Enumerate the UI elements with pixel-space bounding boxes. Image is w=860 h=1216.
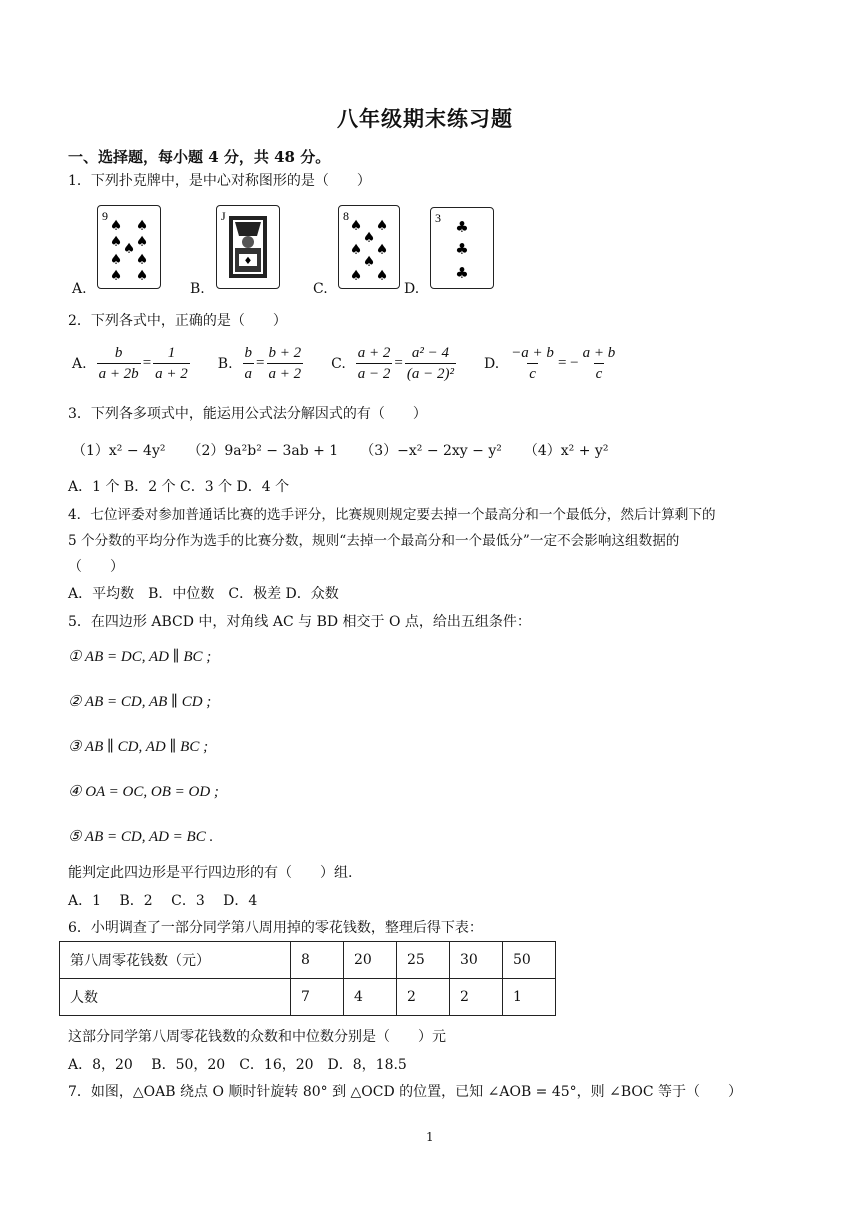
svg-text:♠: ♠: [135, 268, 149, 284]
svg-text:♠: ♠: [362, 254, 376, 270]
eight-of-spades-icon: [339, 206, 399, 288]
equals-sign: = −: [557, 355, 579, 371]
denominator: a + 2: [153, 363, 190, 384]
question-1-stem: 1．下列扑克牌中，是中心对称图形的是（ ）: [68, 173, 371, 189]
numerator: a + 2: [357, 345, 391, 361]
q5-condition-2: ② AB = CD, AB ∥ CD ;: [68, 694, 212, 710]
question-6-stem: 6．小明调查了一部分同学第八周用掉的零花钱数，整理后得下表：: [68, 920, 483, 936]
numerator: a + b: [582, 345, 616, 361]
q2-b-left-fraction: [243, 343, 255, 384]
q1-option-d-label: D.: [404, 281, 420, 297]
q6-table-wrapper: [59, 941, 556, 1016]
q3-items: [72, 442, 608, 460]
playing-card-nine-spades: [97, 205, 161, 289]
card-rank: 8: [343, 209, 349, 223]
q3-item-3: （3）−x² − 2xy − y²: [360, 443, 502, 459]
table-cell: 20: [344, 942, 397, 979]
card-rank: 3: [435, 211, 441, 225]
denominator: a − 2: [356, 363, 393, 384]
table-cell: 2: [397, 979, 450, 1016]
numerator: b: [244, 345, 253, 361]
svg-text:♠: ♠: [375, 218, 389, 234]
table-cell: 4: [344, 979, 397, 1016]
q2-d-right-fraction: [581, 343, 618, 384]
question-4-line-2: 5 个分数的平均分作为选手的比赛分数，规则“去掉一个最高分和一个最低分”一定不会影响这组数据的: [68, 533, 680, 549]
denominator: c: [527, 363, 538, 384]
table-cell: 50: [503, 942, 556, 979]
q5-condition-5: ⑤ AB = CD, AD = BC .: [68, 829, 214, 845]
q2-b-right-fraction: [267, 343, 304, 384]
nine-of-spades-icon: [98, 206, 160, 288]
playing-card-eight-spades: [338, 205, 400, 289]
q2-option-d-label: D.: [484, 355, 500, 372]
question-2-stem: 2．下列各式中，正确的是（ ）: [68, 313, 287, 329]
table-row: [60, 942, 556, 979]
svg-text:♠: ♠: [109, 268, 123, 284]
question-5-stem: 5．在四边形 ABCD 中，对角线 AC 与 BD 相交于 O 点，给出五组条件：: [68, 614, 531, 630]
equals-sign: =: [394, 355, 403, 371]
q6-data-table: [59, 941, 556, 1016]
q2-a-left-fraction: [97, 343, 141, 384]
playing-card-three-clubs: [430, 207, 494, 289]
denominator: a: [243, 363, 255, 384]
numerator: b: [114, 345, 123, 361]
denominator: a + 2: [267, 363, 304, 384]
q1-option-c-label: C.: [313, 281, 328, 297]
question-4-line-3: （ ）: [68, 559, 124, 575]
q1-option-a-label: A.: [72, 281, 87, 297]
svg-text:♣: ♣: [455, 264, 469, 282]
equals-sign: =: [142, 355, 152, 371]
denominator: a + 2b: [97, 363, 141, 384]
q2-c-left-fraction: [356, 343, 393, 384]
q3-item-1: （1）x² − 4y²: [72, 443, 166, 459]
q5-question: 能判定此四边形是平行四边形的有（ ）组.: [68, 865, 353, 881]
svg-text:♠: ♠: [349, 268, 363, 284]
svg-text:♠: ♠: [109, 218, 123, 234]
q2-option-c-label: C.: [331, 355, 346, 372]
svg-text:♣: ♣: [455, 240, 469, 258]
question-7-stem: 7．如图，△OAB 绕点 O 顺时针旋转 80° 到 △OCD 的位置，已知 ∠AOB = 45°，则 ∠BOC 等于（ ）: [68, 1084, 743, 1100]
q6-options: A．8，20 B．50，20 C．16，20 D．8，18.5: [68, 1057, 407, 1073]
q5-condition-1: ① AB = DC, AD ∥ BC ;: [68, 649, 212, 665]
svg-text:♠: ♠: [109, 234, 123, 250]
equals-sign: =: [256, 355, 265, 371]
numerator: −a + b: [511, 345, 554, 361]
svg-text:♠: ♠: [135, 252, 149, 268]
q3-item-2: （2）9a²b² − 3ab + 1: [187, 443, 339, 459]
q5-options: A．1 B．2 C．3 D．4: [68, 893, 258, 909]
section-header: 一、选择题，每小题 4 分，共 48 分。: [68, 148, 331, 166]
table-cell: 30: [450, 942, 503, 979]
table-cell: 第八周零花钱数（元）: [60, 942, 291, 979]
q5-condition-3: ③ AB ∥ CD, AD ∥ BC ;: [68, 739, 209, 755]
question-4-line-1: 4．七位评委对参加普通话比赛的选手评分，比赛规则规定要去掉一个最高分和一个最低分，然后计算剩下的: [68, 507, 716, 523]
denominator: c: [594, 363, 605, 384]
svg-text:♠: ♠: [375, 242, 389, 258]
q2-a-right-fraction: [153, 343, 190, 384]
table-cell: 人数: [60, 979, 291, 1016]
table-cell: 2: [450, 979, 503, 1016]
table-cell: 7: [291, 979, 344, 1016]
table-cell: 8: [291, 942, 344, 979]
q3-options: A．1 个 B．2 个 C．3 个 D．4 个: [68, 479, 290, 495]
q3-item-4: （4）x² + y²: [523, 443, 609, 459]
q4-options: A．平均数 B．中位数 C．极差 D．众数: [68, 586, 339, 602]
q2-c-right-fraction: [405, 343, 456, 384]
card-rank: 9: [102, 209, 108, 223]
q5-condition-4: ④ OA = OC, OB = OD ;: [68, 784, 219, 800]
svg-text:♣: ♣: [455, 218, 469, 236]
q1-option-b-label: B.: [190, 281, 205, 297]
svg-text:♠: ♠: [135, 234, 149, 250]
q2-d-left-fraction: [509, 343, 556, 384]
q2-option-b-label: B.: [217, 355, 233, 372]
svg-text:♦: ♦: [243, 256, 253, 267]
svg-text:♠: ♠: [122, 241, 136, 257]
svg-text:♠: ♠: [349, 242, 363, 258]
table-cell: 1: [503, 979, 556, 1016]
card-rank: J: [221, 209, 226, 223]
three-of-clubs-icon: [431, 208, 493, 288]
svg-text:♠: ♠: [109, 252, 123, 268]
svg-text:♠: ♠: [349, 218, 363, 234]
q6-question: 这部分同学第八周零花钱数的众数和中位数分别是（ ）元: [68, 1029, 446, 1045]
svg-text:♠: ♠: [135, 218, 149, 234]
playing-card-jack: [216, 205, 280, 289]
svg-text:♠: ♠: [375, 268, 389, 284]
numerator: b + 2: [268, 345, 302, 361]
page-title: 八年级期末练习题: [337, 106, 513, 131]
question-3-stem: 3．下列各多项式中，能运用公式法分解因式的有（ ）: [68, 406, 427, 422]
q2-option-a-label: A.: [72, 355, 87, 372]
denominator: (a − 2)²: [405, 363, 456, 384]
page-number: 1: [426, 1130, 434, 1144]
svg-text:♠: ♠: [362, 230, 376, 246]
q2-options: [72, 343, 619, 384]
table-row: [60, 979, 556, 1016]
jack-card-icon: [217, 206, 279, 288]
table-cell: 25: [397, 942, 450, 979]
numerator: 1: [167, 345, 176, 361]
numerator: a² − 4: [411, 345, 449, 361]
